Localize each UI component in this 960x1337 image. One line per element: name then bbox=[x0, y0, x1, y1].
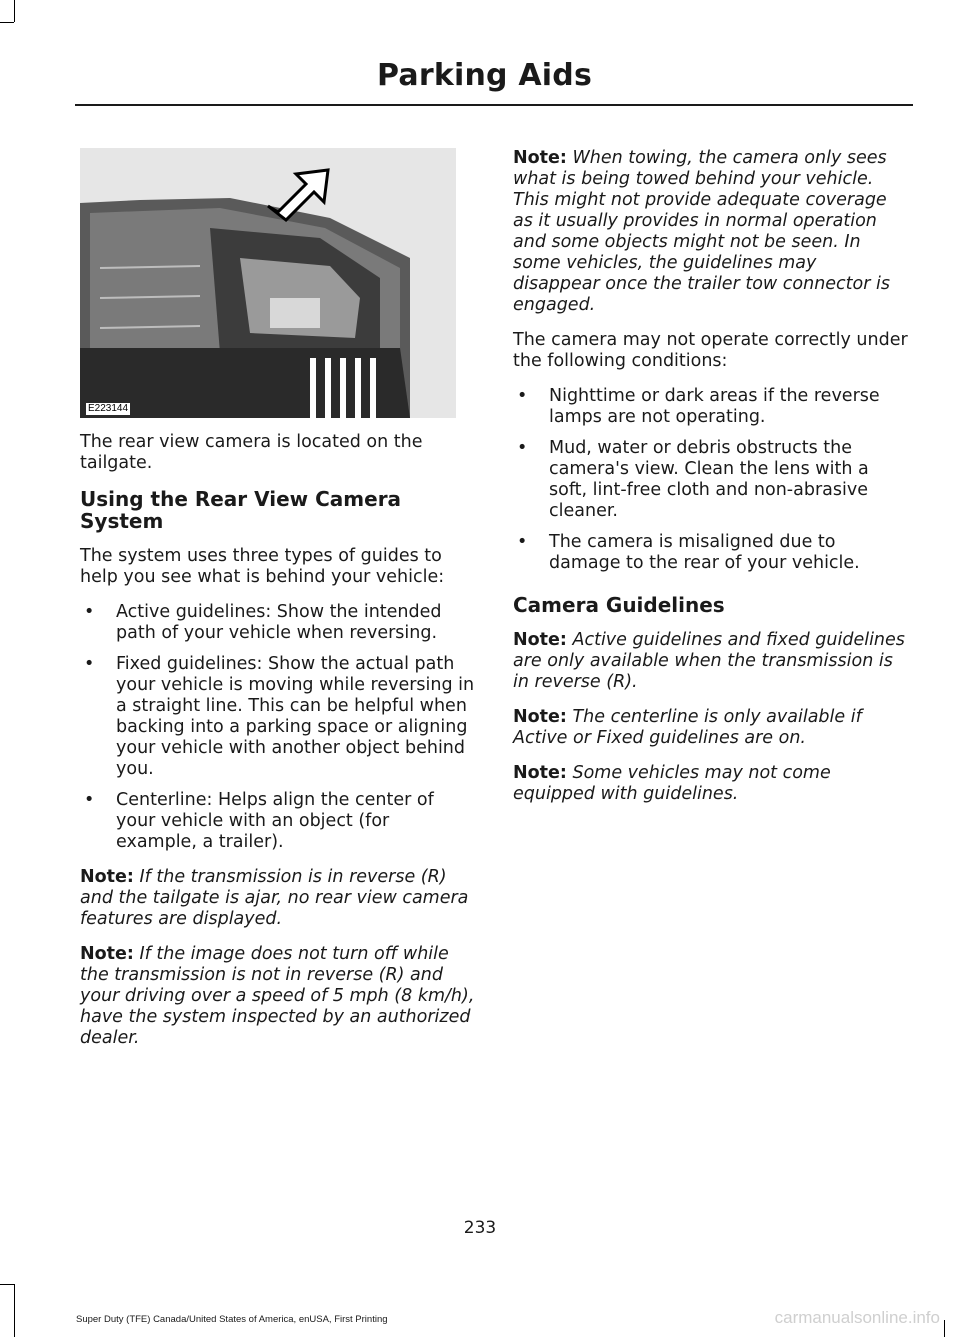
intro-paragraph: The system uses three types of guides to help you see what is behind your vehicle: bbox=[80, 546, 445, 587]
note-text: Some vehicles may not come equipped with guidelines. bbox=[513, 763, 831, 804]
watermark: carmanualsonline.info bbox=[774, 1308, 940, 1327]
note-text: The centerline is only available if Active or Fixed guidelines are on. bbox=[513, 707, 862, 748]
note bbox=[513, 763, 908, 805]
note bbox=[513, 707, 908, 749]
right-column bbox=[513, 148, 908, 819]
note-label: Note: bbox=[513, 630, 567, 650]
crop-mark bbox=[0, 1284, 14, 1285]
note-label: Note: bbox=[80, 944, 134, 964]
list-item-text: Mud, water or debris obstructs the camera's view. Clean the lens with a soft, lint-free cloth and non-abrasive cleaner. bbox=[549, 438, 869, 521]
list-item bbox=[513, 438, 908, 522]
note-text: When towing, the camera only sees what is being towed behind your vehicle. This might not provide adequate coverage as it usually provides in normal operation and some objects might not be seen. In some vehicles, the guidelines may disappear once the trailer tow connector is engaged. bbox=[513, 148, 890, 315]
list-item bbox=[513, 386, 908, 428]
note-label: Note: bbox=[513, 707, 567, 727]
bullet: • bbox=[84, 602, 95, 622]
note-text: If the image does not turn off while the transmission is not in reverse (R) and your driving over a speed of 5 mph (8 km/h), have the system inspected by an authorized dealer. bbox=[80, 944, 475, 1048]
crop-mark bbox=[14, 1284, 15, 1337]
conditions-list bbox=[513, 386, 908, 574]
list-item-text: Fixed guidelines: Show the actual path your vehicle is moving while reversing in a straight line. This can be helpful when backing into a parking space or aligning your vehicle with another object behind you. bbox=[116, 654, 475, 779]
section-heading: Camera Guidelines bbox=[513, 593, 725, 617]
conditions-intro: The camera may not operate correctly under the following conditions: bbox=[513, 330, 908, 371]
figure-caption: The rear view camera is located on the tailgate. bbox=[80, 432, 423, 473]
list-item-text: Nighttime or dark areas if the reverse lamps are not operating. bbox=[549, 386, 880, 427]
tailgate-camera-figure bbox=[80, 148, 456, 418]
list-item-text: Active guidelines: Show the intended path of your vehicle when reversing. bbox=[116, 602, 442, 643]
note-label: Note: bbox=[513, 148, 567, 168]
figure-code: E223144 bbox=[88, 403, 129, 414]
tailgate-illustration bbox=[80, 148, 456, 418]
guide-types-list bbox=[80, 602, 475, 853]
bullet: • bbox=[517, 438, 528, 458]
list-item-text: Centerline: Helps align the center of your vehicle with an object (for example, a trailer). bbox=[116, 790, 434, 852]
note-label: Note: bbox=[513, 763, 567, 783]
note bbox=[513, 148, 908, 316]
list-item bbox=[80, 602, 475, 644]
list-item-text: The camera is misaligned due to damage to the rear of your vehicle. bbox=[549, 532, 860, 573]
list-item bbox=[80, 790, 475, 853]
crop-mark bbox=[944, 1320, 945, 1337]
list-item bbox=[80, 654, 475, 780]
footer-text: Super Duty (TFE) Canada/United States of America, enUSA, First Printing bbox=[76, 1314, 388, 1325]
header-divider bbox=[75, 104, 913, 106]
page-title: Parking Aids bbox=[377, 58, 592, 93]
note bbox=[80, 944, 475, 1049]
bullet: • bbox=[84, 654, 95, 674]
bullet: • bbox=[517, 532, 528, 552]
left-column bbox=[80, 148, 475, 1063]
list-item bbox=[513, 532, 908, 574]
crop-mark bbox=[14, 0, 15, 22]
note bbox=[513, 630, 908, 693]
note-text: If the transmission is in reverse (R) and the tailgate is ajar, no rear view camera features are displayed. bbox=[80, 867, 469, 929]
page-number: 233 bbox=[463, 1218, 497, 1238]
note bbox=[80, 867, 475, 930]
bullet: • bbox=[517, 386, 528, 406]
note-text: Active guidelines and fixed guidelines are only available when the transmission is in reverse (R). bbox=[513, 630, 905, 692]
crop-mark bbox=[0, 22, 14, 23]
bullet: • bbox=[84, 790, 95, 810]
note-label: Note: bbox=[80, 867, 134, 887]
section-heading: Using the Rear View Camera System bbox=[80, 487, 402, 533]
